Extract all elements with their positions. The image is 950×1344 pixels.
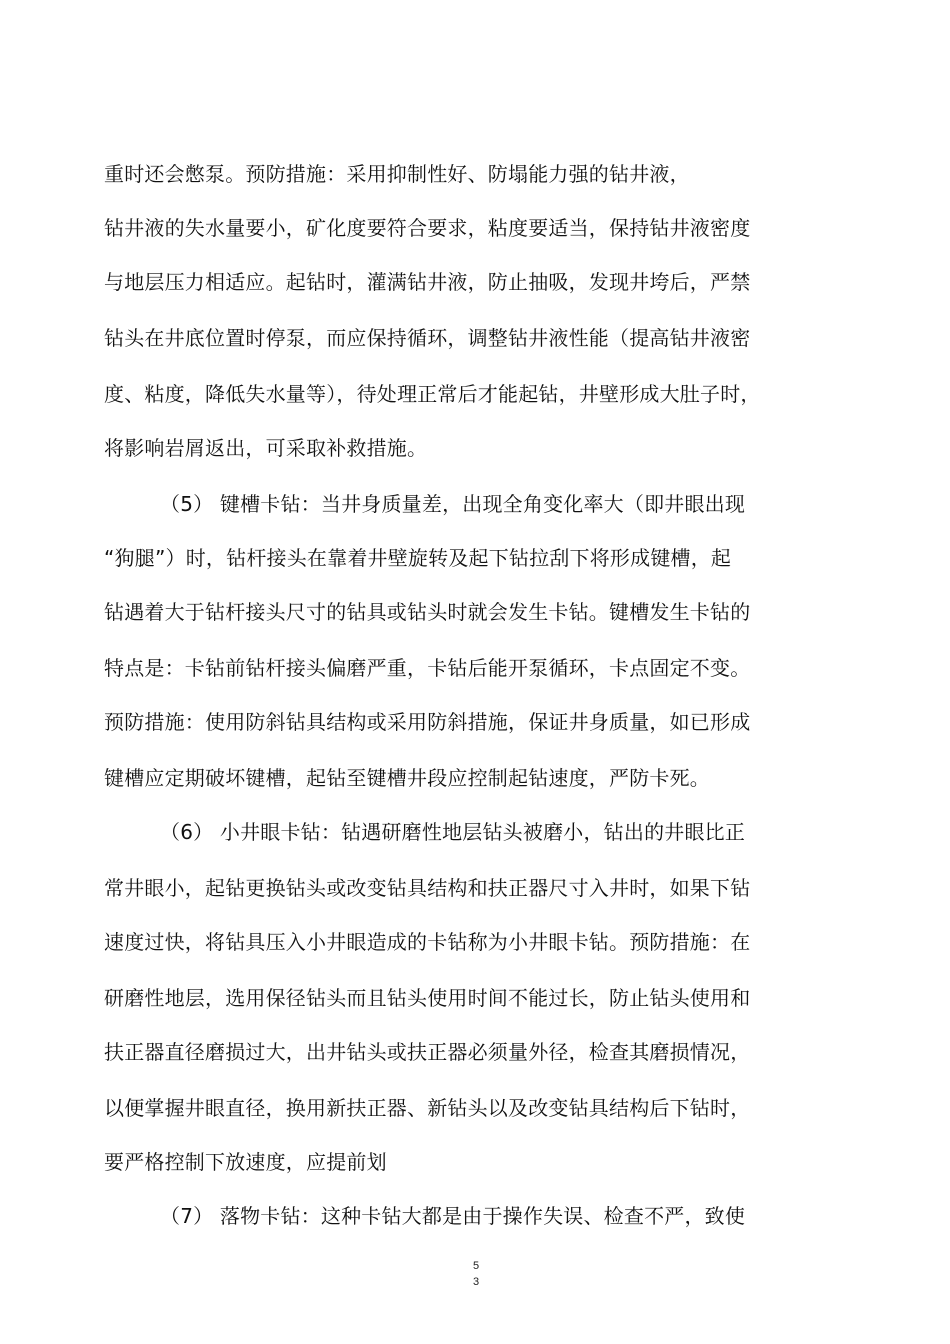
page-number-top: 5 xyxy=(472,1260,480,1272)
text-line: 钻遇着大于钻杆接头尺寸的钻具或钻头时就会发生卡钻。键槽发生卡钻的 xyxy=(104,600,751,624)
text-line: 钻头在井底位置时停泵，而应保持循环，调整钻井液性能（提高钻井液密 xyxy=(104,326,751,350)
text-line: 度、粘度，降低失水量等），待处理正常后才能起钻，井壁形成大肚子时， xyxy=(104,382,761,406)
text-line: 速度过快，将钻具压入小井眼造成的卡钻称为小井眼卡钻。预防措施：在 xyxy=(104,930,751,954)
text-line: 研磨性地层，选用保径钻头而且钻头使用时间不能过长，防止钻头使用和 xyxy=(104,986,751,1010)
page-number-bottom: 3 xyxy=(472,1276,480,1288)
text-line: 预防措施：使用防斜钻具结构或采用防斜措施，保证井身质量，如已形成 xyxy=(104,710,751,734)
text-line: 常井眼小，起钻更换钻头或改变钻具结构和扶正器尺寸入井时，如果下钻 xyxy=(104,876,751,900)
text-line: 以便掌握井眼直径，换用新扶正器、新钻头以及改变钻具结构后下钻时， xyxy=(104,1096,751,1120)
text-line: 扶正器直径磨损过大，出井钻头或扶正器必须量外径，检查其磨损情况， xyxy=(104,1040,751,1064)
text-line: 与地层压力相适应。起钻时，灌满钻井液，防止抽吸，发现井垮后，严禁 xyxy=(104,270,751,294)
text-line: “狗腿”）时，钻杆接头在靠着井壁旋转及起下钻拉刮下将形成键槽，起 xyxy=(104,546,732,570)
section-heading-5: （5） 键槽卡钻：当井身质量差，出现全角变化率大（即井眼出现 xyxy=(160,492,746,516)
section-heading-6: （6） 小井眼卡钻：钻遇研磨性地层钻头被磨小，钻出的井眼比正 xyxy=(160,820,746,844)
text-line: 特点是：卡钻前钻杆接头偏磨严重，卡钻后能开泵循环，卡点固定不变。 xyxy=(104,656,751,680)
text-line: 要严格控制下放速度，应提前划 xyxy=(104,1150,387,1174)
text-line: 钻井液的失水量要小，矿化度要符合要求，粘度要适当，保持钻井液密度 xyxy=(104,216,751,240)
section-heading-7: （7） 落物卡钻：这种卡钻大都是由于操作失误、检查不严，致使 xyxy=(160,1204,746,1228)
text-line: 键槽应定期破坏键槽，起钻至键槽井段应控制起钻速度，严防卡死。 xyxy=(104,766,710,790)
text-line: 重时还会憋泵。预防措施：采用抑制性好、防塌能力强的钻井液， xyxy=(104,162,690,186)
text-line: 将影响岩屑返出，可采取补救措施。 xyxy=(104,436,428,460)
